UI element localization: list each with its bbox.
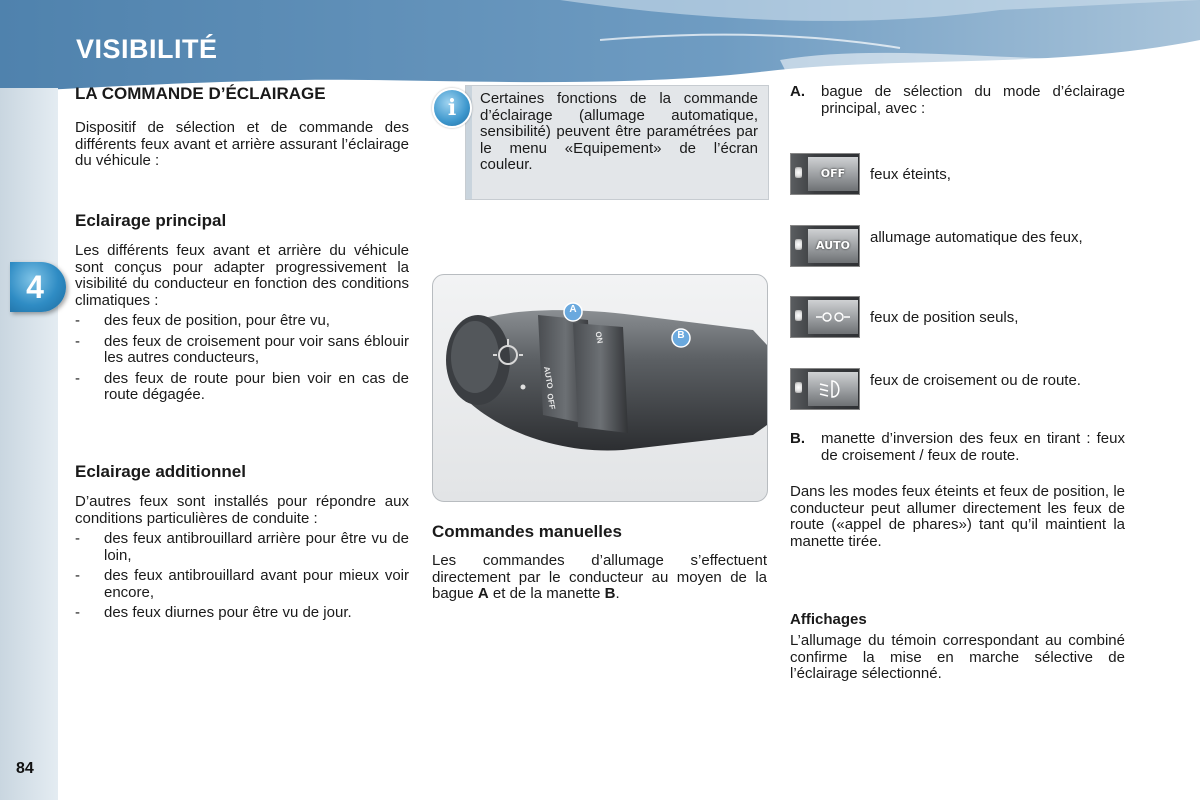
mode-text: allumage automatique des feux, xyxy=(870,229,1083,246)
manual-title: Commandes manuelles xyxy=(432,522,622,541)
principal-title: Eclairage principal xyxy=(75,211,227,230)
mode-text: feux de position seuls, xyxy=(870,309,1019,326)
info-text: Certaines fonctions de la commande d’éclairage (allumage automatique, sensibilité) peuvent être paramétrées par le menu «Equipement» de l’écran couleur. xyxy=(480,90,758,173)
principal-text: Les différents feux avant et arrière du véhicule sont conçus pour adapter progressivement la visibilité du conducteur en fonction des conditions climatiques : xyxy=(75,242,409,309)
b-paragraph: Dans les modes feux éteints et feux de position, le conducteur peut allumer directement les feux de route («appel de phares») tant qu’il maintient la manette tirée. xyxy=(790,483,1125,550)
chapter-tab[interactable] xyxy=(10,262,66,312)
position-lights-icon xyxy=(790,296,860,338)
section-title: LA COMMANDE D’ÉCLAIRAGE xyxy=(75,84,326,103)
off-mode-icon: OFF xyxy=(790,153,860,195)
principal-block xyxy=(75,243,409,408)
chapter-number: 4 xyxy=(26,269,44,305)
manual-block xyxy=(432,553,767,603)
additionnel-block xyxy=(75,494,409,626)
page-title: VISIBILITÉ xyxy=(76,34,218,64)
list-item: - des feux de croisement pour voir sans éblouir les autres conducteurs, xyxy=(75,332,409,366)
principal-list xyxy=(75,313,409,404)
a-description: bague de sélection du mode d’éclairage principal, avec : xyxy=(821,83,1125,117)
list-item: - des feux diurnes pour être vu de jour. xyxy=(75,604,352,621)
side-strip xyxy=(0,88,58,800)
list-item: - des feux de route pour bien voir en cas de route dégagée. xyxy=(75,369,409,403)
list-item: - des feux antibrouillard avant pour mieux voir encore, xyxy=(75,567,409,601)
mode-text: feux de croisement ou de route. xyxy=(870,372,1081,389)
affichages-text: L’allumage du témoin correspondant au combiné confirme la mise en marche sélective de l’éclairage sélectionné. xyxy=(790,632,1125,682)
affichages-block xyxy=(790,633,1125,683)
additionnel-list xyxy=(75,531,409,622)
additionnel-text: D’autres feux sont installés pour répondre aux conditions particulières de conduite : xyxy=(75,493,409,527)
low-beam-icon xyxy=(790,368,860,410)
ring-label-on: ON xyxy=(593,330,605,345)
ring-label-auto: AUTO xyxy=(541,365,555,390)
affichages-title: Affichages xyxy=(790,611,867,628)
list-item: - des feux antibrouillard arrière pour être vu de loin, xyxy=(75,530,409,564)
b-description: manette d’inversion des feux en tirant : feux de croisement / feux de route. xyxy=(821,430,1125,464)
figure-label-a: A xyxy=(569,304,577,315)
light-stalk-figure xyxy=(432,274,768,502)
ring-label-off: OFF xyxy=(545,392,557,411)
label-b: B. xyxy=(790,430,805,447)
light-stalk-illustration xyxy=(433,275,767,501)
auto-mode-icon: AUTO xyxy=(790,225,860,267)
list-item: - des feux de position, pour être vu, xyxy=(75,312,330,329)
figure-label-b: B xyxy=(677,330,685,341)
additionnel-title: Eclairage additionnel xyxy=(75,462,246,481)
label-a: A. xyxy=(790,83,805,100)
manual-text: Les commandes d’allumage s’effectuent directement par le conducteur au moyen de la bague A et de la manette B. xyxy=(432,552,767,602)
intro-text: Dispositif de sélection et de commande des différents feux avant et arrière assurant l’éclairage du véhicule : xyxy=(75,119,409,169)
info-icon: i xyxy=(432,88,472,128)
mode-text: feux éteints, xyxy=(870,166,951,183)
intro-block xyxy=(75,120,409,170)
page-number: 84 xyxy=(16,760,34,777)
b-paragraph-block xyxy=(790,484,1125,550)
